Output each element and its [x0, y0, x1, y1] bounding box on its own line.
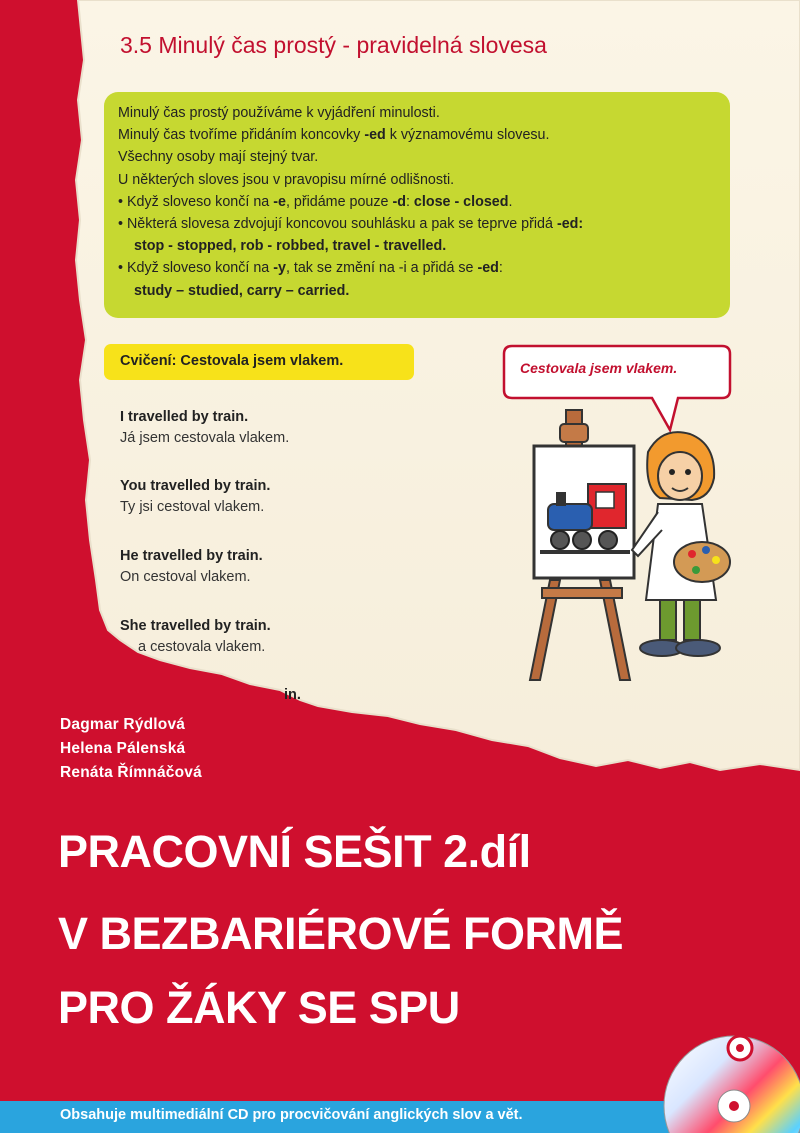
cd-info-bar: Obsahuje multimediální CD pro procvičování anglických slov a vět.	[0, 1101, 800, 1133]
paint-palette	[674, 542, 730, 582]
author-name: Helena Pálenská	[60, 740, 186, 757]
rule-bullet-2: • Některá slovesa zdvojují koncovou souhlásku a pak se teprve přidá -ed:	[118, 216, 584, 233]
chapter-title: 3.5 Minulý čas prostý - pravidelná slovesa	[120, 32, 547, 58]
rule-bullet-3-examples: study – studied, carry – carried.	[134, 282, 350, 299]
partial-sentence: in.	[284, 687, 301, 703]
sentence-pair: I travelled by train. Já jsem cestovala vlakem.	[120, 409, 290, 446]
cd-disc-icon	[660, 1026, 800, 1133]
author-name: Renáta Římnáčová	[60, 764, 202, 781]
sentence-pair: She travelled by train. a cestovala vlakem.	[120, 618, 271, 655]
rule-line: U některých sloves jsou v pravopisu mírné odlišnosti.	[118, 171, 455, 188]
book-title-line-3: PRO ŽÁKY SE SPU	[58, 982, 460, 1033]
rule-line: Všechny osoby mají stejný tvar.	[118, 149, 319, 166]
author-name: Dagmar Rýdlová	[60, 716, 186, 733]
book-title-line-2: V BEZBARIÉROVÉ FORMĚ	[58, 908, 624, 959]
rule-line: Minulý čas tvoříme přidáním koncovky -ed k významovému slovesu.	[118, 127, 550, 144]
painter-illustration	[520, 400, 740, 710]
grammar-rules-box	[104, 92, 730, 318]
speech-bubble-text: Cestovala jsem vlakem.	[520, 360, 678, 376]
rule-bullet-2-examples: stop - stopped, rob - robbed, travel - travelled.	[134, 238, 447, 255]
rule-bullet-1: • Když sloveso končí na -e, přidáme pouze -d: close - closed.	[118, 193, 513, 210]
sentence-pair: He travelled by train. On cestoval vlakem.	[120, 548, 263, 585]
book-title-line-1: PRACOVNÍ SEŠIT 2.díl	[58, 826, 531, 877]
sentence-pair: You travelled by train. Ty jsi cestoval vlakem.	[120, 478, 271, 515]
rule-bullet-3: • Když sloveso končí na -y, tak se změní na -i a přidá se -ed:	[118, 260, 503, 277]
exercise-label: Cvičení: Cestovala jsem vlakem.	[104, 344, 414, 380]
rule-line: Minulý čas prostý používáme k vyjádření minulosti.	[118, 105, 440, 121]
canvas-train-painting	[534, 446, 634, 578]
